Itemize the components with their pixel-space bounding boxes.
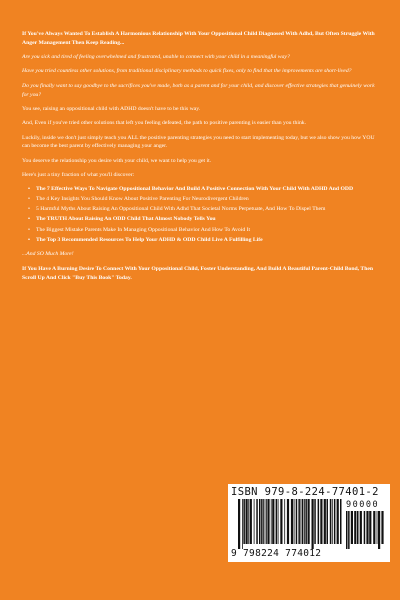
barcode-bar (266, 499, 267, 544)
barcode-bar (265, 499, 266, 544)
barcode-bar (346, 511, 348, 549)
barcode-bar (248, 499, 249, 544)
barcode-supplement-bars (346, 511, 384, 549)
list-item: • The TRUTH About Raising An ODD Child That Almost Nobody Tells You (36, 215, 378, 224)
barcode-bar (261, 499, 263, 544)
supplement-code: 90000 (346, 500, 380, 510)
barcode-bar (378, 511, 380, 549)
isbn-barcode (228, 484, 390, 562)
paragraph-1: You see, raising an oppositional child with ADHD doesn't have to be this way. (22, 105, 201, 112)
barcode-bar (272, 499, 274, 544)
list-item: • The 7 Effective Ways To Navigate Oppositional Behavior And Build A Positive Connection With Your Child With ADHD And ODD (36, 185, 378, 194)
barcode-bar (298, 499, 300, 544)
barcode-bar (242, 499, 243, 549)
barcode-bar (267, 499, 269, 544)
barcode-bar (254, 499, 255, 544)
barcode-bar (324, 499, 326, 544)
paragraph-2: And, Even if you've tried other solutions that left you feeling defeated, the path to positive parenting is easier than you think. (22, 120, 307, 127)
barcode-bar (238, 499, 240, 549)
isbn-label: ISBN 979-8-224-77401-2 (231, 486, 379, 498)
barcode-bar (340, 499, 342, 544)
barcode-bar (250, 499, 252, 544)
barcode-bar (243, 499, 245, 544)
barcode-bar (284, 499, 285, 544)
headline: If You've Always Wanted To Establish A Harmonious Relationship With Your Oppositional Child Diagnosed With Adhd, But Often Struggle With Anger Management Then Keep Reading... (22, 31, 375, 46)
barcode-bar (294, 499, 295, 544)
barcode-bar (332, 499, 333, 544)
paragraph-5: Here's just a tiny fraction of what you'll discover: (22, 172, 135, 179)
barcode-bar (287, 499, 289, 544)
barcode-bar (276, 499, 278, 544)
barcode-bar (373, 511, 375, 544)
barcode-bar (305, 499, 307, 544)
barcode-bar (302, 499, 304, 544)
barcode-bar (377, 511, 378, 544)
barcode-bar (296, 499, 298, 544)
barcode-main-bars (238, 499, 342, 549)
discover-list (22, 185, 378, 244)
list-item: • The Biggest Mistake Parents Make In Managing Oppositional Behavior And How To Avoid It (36, 226, 378, 235)
barcode-bar (366, 511, 368, 544)
barcode-bar (314, 499, 316, 544)
call-to-action: If You Have A Burning Desire To Connect With Your Oppositional Child, Foster Understanding, And Build A Beautiful Parent-Child Bond, Then Scroll Up And Click "Buy This Book" Today. (22, 265, 374, 281)
list-item: • 5 Harmful Myths About Raising An Oppositional Child With Adhd That Societal Norms Perpetuate, And How To Dispel Them (36, 205, 378, 214)
barcode-bar (360, 511, 362, 544)
barcode-bar (320, 499, 322, 544)
paragraph-4: You deserve the relationship you desire with your child, we want to help you get it. (22, 157, 212, 164)
barcode-bar (318, 499, 320, 544)
barcode-bar (312, 499, 314, 549)
barcode-bar (256, 499, 258, 544)
barcode-bar (280, 499, 282, 544)
barcode-bar (304, 499, 305, 544)
barcode-bar (354, 511, 356, 544)
barcode-bar (291, 499, 293, 544)
paragraph-3: Luckily, inside we don't just simply teach you ALL the positive parenting strategies you need to start implementing today, but we also show you how YOU can become the best parent by effectively managing your anger. (22, 134, 375, 150)
barcode-bar (271, 499, 272, 544)
blurb-text (22, 30, 378, 288)
barcode-bar (263, 499, 264, 544)
barcode-bar (334, 499, 336, 544)
barcode-bar (369, 511, 371, 544)
barcode-bar (259, 499, 261, 544)
question-2: Have you tried countless other solutions, from traditional disciplinary methods to quick fixes, only to find that the improvements are short-lived? (22, 68, 352, 75)
barcode-bar (351, 511, 353, 544)
barcode-bar (364, 511, 366, 544)
isbn-digits: 9 798224 774012 (231, 548, 322, 559)
barcode-bar (308, 499, 310, 544)
barcode-bar (357, 511, 359, 544)
barcode-bar (348, 511, 350, 549)
question-3: Do you finally want to say goodbye to the sacrifices you've made, both as a parent and for your child, and discover effective strategies that genuinely work for you? (22, 82, 375, 98)
barcode-bar (301, 499, 302, 544)
question-1: Are you sick and tired of feeling overwhelmed and frustrated, unable to connect with your child in a meaningful way? (22, 54, 290, 61)
list-item: • The 4 Key Insights You Should Know About Positive Parenting For Neurodivergent Children (36, 195, 378, 204)
barcode-bar (327, 499, 329, 544)
barcode-bar (337, 499, 339, 544)
list-item: • The Top 3 Recommended Resources To Help Your ADHD & ODD Child Live A Fulfilling Life (36, 236, 378, 245)
barcode-bar (381, 511, 383, 544)
barcode-bar (278, 499, 279, 544)
barcode-bar (246, 499, 248, 544)
and-more-text: ...And SO Much More! (22, 251, 74, 258)
barcode-bar (330, 499, 332, 544)
